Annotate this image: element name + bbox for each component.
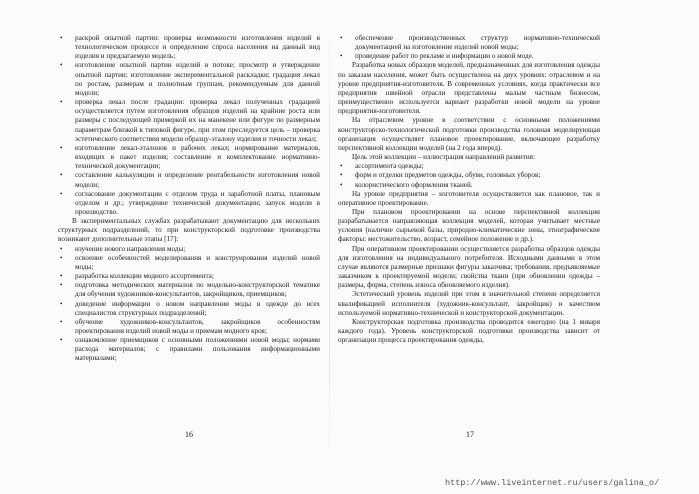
bullet-icon: •: [340, 180, 343, 189]
list-item: • проверка лекал после градации: проверка лекал полученных градацией осуществляется путем изготовления образцов изделий на крайние роста или размеры с последующей примеркой их на манекене или фигуре по размерным параметрам близкой к типовой фигуре, при этом преследуется цель – проверка эстетического соответствия модели образцу-эталону изделия и точности лекал;: [60, 98, 320, 143]
list-item: • форм и отделки предметов одежды, обуви, головных уборов;: [340, 171, 541, 180]
left-paragraph: В экспериментальных службах разрабатывают документацию для нескольких структурных подразделений, то при конструкторской подготовке производства возникают дополнительные этапы [17]:: [58, 217, 320, 244]
list-item: • ассортимента одежды;: [340, 162, 424, 171]
list-item: • разработка коллекции модного ассортимента;: [60, 272, 214, 281]
paragraph: На отраслевом уровне в соответствии с основными положениями конструкторско-технологической подготовки производства головная моделирующая организация осуществляет плановое проектирование, включающее разработку перспективной коллекции моделей (на 2 года вперед).: [338, 116, 600, 152]
list-item: • доведение информации о новом направлении моды в одежде до всех специалистов структурных подразделений;: [60, 299, 320, 317]
bullet-icon: •: [340, 171, 343, 180]
bullet-icon: •: [340, 52, 343, 61]
paragraph: Конструкторская подготовка производства проводится ежегодно (на 1 января каждого года). Уровень конструкторской подготовки производства зависит от организации процесса проектирования одежды,: [338, 317, 600, 345]
bullet-icon: •: [60, 272, 63, 281]
list-item: • колористического оформления тканей.: [340, 180, 473, 189]
list-item: • ознакомление приемщиков с основными положениями новой моды; нормами расхода материалов; с правилами пользования информационными материалами;: [60, 336, 320, 363]
paragraph: Цель этой коллекции – иллюстрация направлений развития:: [352, 153, 535, 162]
bullet-icon: •: [60, 171, 63, 180]
bullet-icon: •: [60, 61, 63, 70]
right-list-2: [338, 162, 600, 189]
page-number-left: 16: [185, 430, 193, 439]
bullet-icon: •: [60, 143, 63, 152]
bullet-icon: •: [60, 336, 63, 345]
list-item: • обучение художников-консультантов, закройщиков особенностям проектирования изделий новой моды и приемам модного кроя;: [60, 317, 320, 335]
right-list-1: [338, 34, 600, 61]
left-page: [58, 34, 320, 474]
list-item: • освоение особенностей моделирования и конструирования изделий новой моды;: [60, 253, 320, 271]
bullet-icon: •: [340, 34, 343, 42]
list-item: • подготовка методических материалов по модельно-конструкторской тематике для обучения художников-консультантов, закройщиков, приемщиков;: [60, 281, 320, 299]
list-item: • составление калькуляции и определение рентабельности изготовления новой модели;: [60, 171, 320, 189]
left-list-1: [58, 34, 320, 217]
bullet-icon: •: [60, 244, 63, 253]
list-item: • раскрой опытной партии: проверка возможности изготовления изделий в технологическом процессе и определение спроса населения на данный вид изделия и предлагаемую модель;: [60, 34, 320, 61]
list-item: • проведение работ по рекламе и информации о новой моде.: [340, 52, 534, 61]
list-item: • изготовление лекал-эталонов и рабочих лекал; нормирование материалов, входящих в пакет изделия; составление и комплектование нормативно-технической документации;: [60, 143, 320, 171]
bullet-icon: •: [60, 253, 63, 262]
list-item: • согласование документации с отделом труда и заработной платы, плановым отделом и др.; утверждение технической документации; запуск модели в производство.: [60, 189, 320, 216]
list-item: • изготовление опытной партии изделий в потоке; просмотр и утверждение опытной партии; изготовление экспериментальной раскладки; градация лекал по ростам, размерам и полнотным группам, рекомендуемым для данной модели;: [60, 61, 320, 97]
paragraph: Разработка новых образцов моделей, предназначенных для изготовления одежды по заказам населения, может быть осуществлена на двух уровнях: отраслевом и на уровне предприятия-изготовителя. В современных условиях, когда практически все предприятия швейной отрасли представлены малым частным бизнесом, преимущественно используется вариант разработки новой модели на уровне предприятия-изготовителя.: [338, 61, 600, 116]
book-gutter: [329, 0, 330, 494]
bullet-icon: •: [60, 317, 63, 326]
left-list-2: [58, 245, 320, 364]
bullet-icon: •: [60, 98, 63, 107]
bullet-icon: •: [60, 34, 63, 42]
paragraph: На уровне предприятия – изготовителя осуществляется как плановое, так и оперативное проектирование.: [338, 189, 600, 207]
bullet-icon: •: [60, 299, 63, 308]
bullet-icon: •: [60, 189, 63, 198]
paragraph: При плановом проектировании на основе перспективной коллекции разрабатывается направляющая коллекция моделей, которая учитывает местные условия (наличие сырьевой базы, природно-климатические зоны, этнографические факторы: местожительство, возраст, семейное положение и др.).: [338, 207, 600, 244]
page-number-right: 17: [466, 430, 474, 439]
bullet-icon: •: [340, 162, 343, 171]
paragraph: Эстетический уровень изделий при этом в значительной степени определяется квалификацией исполнителя (художник-консультант, закройщик) и качеством используемой нормативно-технической и конструкторской документации.: [338, 290, 600, 317]
list-item: • изучение нового направления моды;: [60, 244, 186, 253]
right-page: [338, 34, 600, 474]
bullet-icon: •: [60, 281, 63, 290]
list-item: • обеспечение производственных структур нормативно-технической документацией на изготовление изделий новой моды;: [340, 34, 600, 52]
watermark-url: http://www.liveinternet.ru/users/galina_o/: [445, 478, 660, 488]
paragraph: При оперативном проектировании осуществляется разработка образцов одежды для изготовления на индивидуального потребителя. Исходными данными в этом случае являются размерные признаки фигуры заказчика; требования, предъявляемые заказчиком к проектируемой модели; свойства ткани (при обновлении одежды – размеры, форма, степень износа обновляемого изделия).: [338, 244, 600, 290]
